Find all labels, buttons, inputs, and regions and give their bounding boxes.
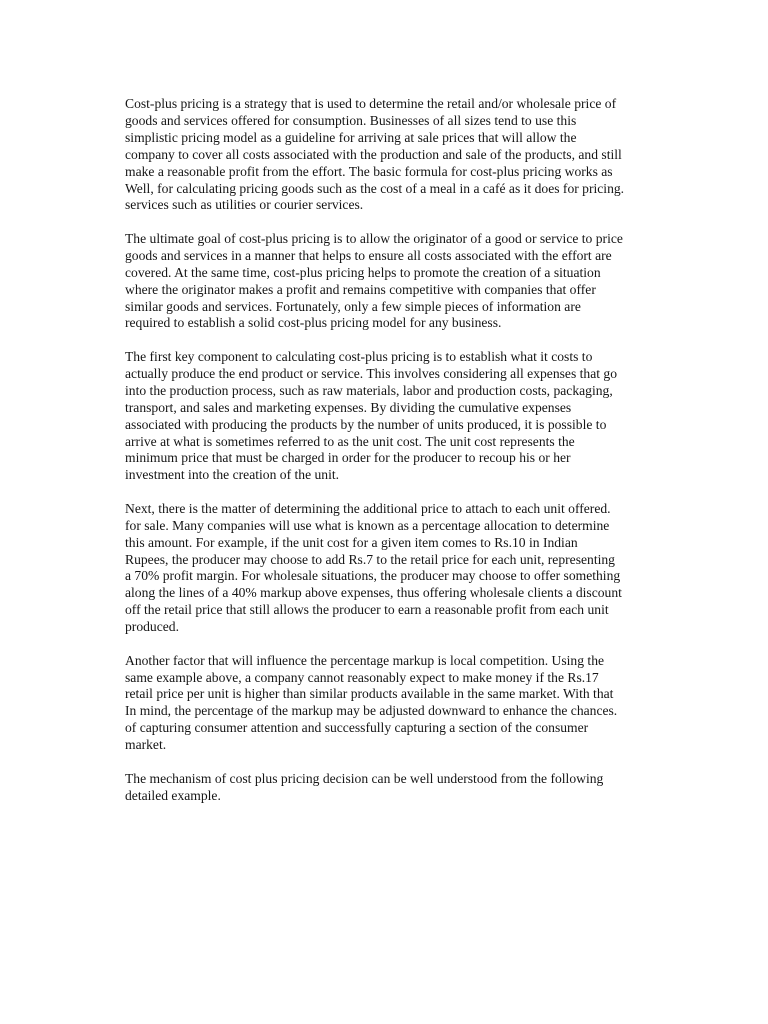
paragraph-unit-cost: [125, 349, 655, 484]
paragraph-ultimate-goal: [125, 231, 655, 332]
document-body: [125, 96, 655, 821]
text-line: minimum price that must be charged in order for the producer to recoup his or her: [125, 450, 571, 466]
text-line: Well, for calculating pricing goods such as the cost of a meal in a café as it does for pricing.: [125, 180, 625, 196]
text-line: associated with producing the products by the number of units produced, it is possible to: [125, 416, 607, 432]
text-line: Next, there is the matter of determining the additional price to attach to each unit offered.: [125, 500, 611, 516]
paragraph-mechanism-example: [125, 771, 655, 805]
text-line: required to establish a solid cost-plus pricing model for any business.: [125, 315, 502, 331]
text-line: retail price per unit is higher than similar products available in the same market. With that: [125, 686, 614, 702]
text-line: goods and services in a manner that helps to ensure all costs associated with the effort are: [125, 247, 612, 263]
text-line: market.: [125, 737, 167, 753]
text-line: similar goods and services. Fortunately, only a few simple pieces of information are: [125, 298, 581, 314]
text-line: of capturing consumer attention and successfully capturing a section of the consumer: [125, 720, 589, 736]
text-line: The ultimate goal of cost-plus pricing is to allow the originator of a good or service to price: [125, 230, 623, 246]
text-line: transport, and sales and marketing expenses. By dividing the cumulative expenses: [125, 399, 572, 415]
text-line: investment into the creation of the unit.: [125, 467, 340, 483]
text-line: The first key component to calculating cost-plus pricing is to establish what it costs to: [125, 348, 593, 364]
text-line: for sale. Many companies will use what is known as a percentage allocation to determine: [125, 517, 610, 533]
text-line: goods and services offered for consumption. Businesses of all sizes tend to use this: [125, 112, 577, 128]
text-line: In mind, the percentage of the markup may be adjusted downward to enhance the chances.: [125, 703, 618, 719]
text-line: arrive at what is sometimes referred to as the unit cost. The unit cost represents the: [125, 433, 575, 449]
text-line: actually produce the end product or service. This involves considering all expenses that go: [125, 365, 618, 381]
paragraph-local-competition: [125, 653, 655, 754]
paragraph-markup-allocation: [125, 501, 655, 636]
text-line: a 70% profit margin. For wholesale situations, the producer may choose to offer something: [125, 568, 621, 584]
text-line: simplistic pricing model as a guideline for arriving at sale prices that will allow the: [125, 129, 577, 145]
text-line: company to cover all costs associated with the production and sale of the products, and still: [125, 146, 622, 162]
text-line: make a reasonable profit from the effort. The basic formula for cost-plus pricing works as: [125, 163, 613, 179]
text-line: same example above, a company cannot reasonably expect to make money if the Rs.17: [125, 669, 599, 685]
text-line: detailed example.: [125, 787, 221, 803]
text-line: Cost-plus pricing is a strategy that is used to determine the retail and/or wholesale price of: [125, 96, 617, 111]
text-line: where the originator makes a profit and remains competitive with companies that offer: [125, 281, 596, 297]
paragraph-cost-plus-definition: [125, 96, 655, 214]
text-line: this amount. For example, if the unit cost for a given item comes to Rs.10 in Indian: [125, 534, 578, 550]
text-line: off the retail price that still allows the producer to earn a reasonable profit from each unit: [125, 602, 609, 618]
text-line: covered. At the same time, cost-plus pricing helps to promote the creation of a situation: [125, 264, 601, 280]
text-line: Rupees, the producer may choose to add Rs.7 to the retail price for each unit, representing: [125, 551, 615, 567]
text-line: along the lines of a 40% markup above expenses, thus offering wholesale clients a discount: [125, 585, 622, 601]
text-line: The mechanism of cost plus pricing decision can be well understood from the following: [125, 770, 604, 786]
text-line: services such as utilities or courier services.: [125, 197, 364, 213]
text-line: produced.: [125, 619, 179, 635]
text-line: Another factor that will influence the percentage markup is local competition. Using the: [125, 652, 605, 668]
text-line: into the production process, such as raw materials, labor and production costs, packaging,: [125, 382, 613, 398]
